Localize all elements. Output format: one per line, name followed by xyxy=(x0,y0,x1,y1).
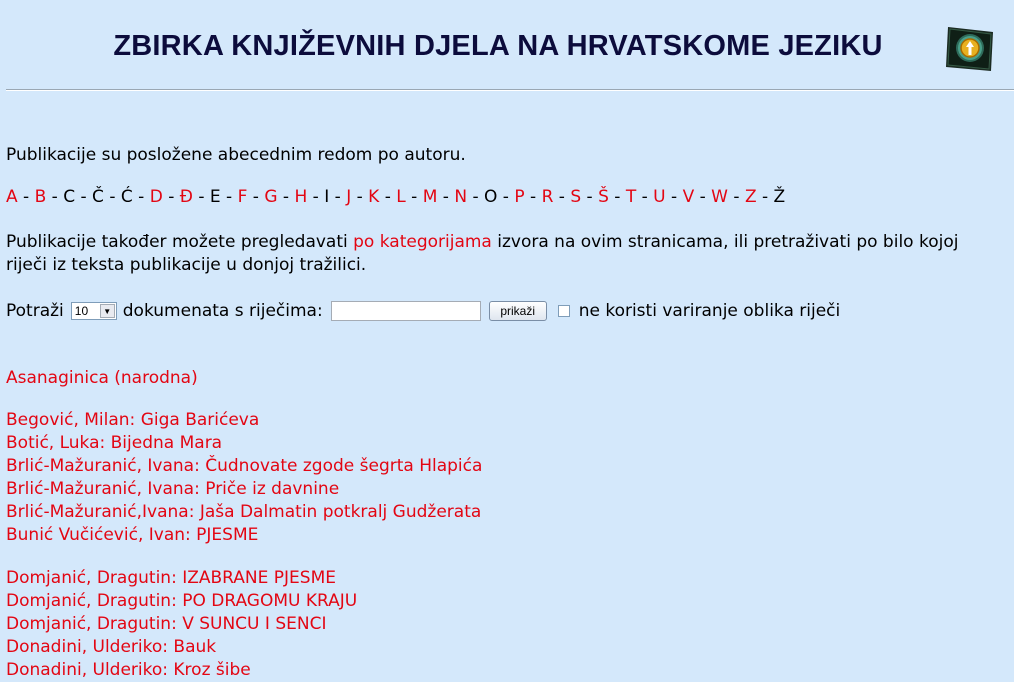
search-label-middle: dokumenata s riječima: xyxy=(122,301,323,321)
alphabet-separator: - xyxy=(524,187,542,207)
result-count-value: 10 xyxy=(74,304,89,318)
alphabet-separator: - xyxy=(247,187,265,207)
categories-text-before: Publikacije također možete pregledavati xyxy=(6,232,354,252)
alphabet-separator: - xyxy=(192,187,210,207)
alphabet-separator: - xyxy=(467,187,484,207)
alphabet-separator: - xyxy=(162,187,180,207)
publication-group-d xyxy=(6,567,357,682)
alphabet-separator: - xyxy=(405,187,423,207)
alphabet-separator: - xyxy=(329,187,347,207)
alphabet-separator: - xyxy=(220,187,238,207)
alphabet-letter-26[interactable]: Z xyxy=(744,187,757,207)
alphabet-letter-6[interactable]: Đ xyxy=(179,187,193,207)
intro-text: Publikacije su posložene abecednim redom po autoru. xyxy=(6,145,466,165)
alphabet-separator: - xyxy=(437,187,455,207)
publication-group-a xyxy=(6,367,198,390)
publication-link[interactable]: Brlić-Mažuranić, Ivana: Čudnovate zgode šegrta Hlapića xyxy=(6,456,483,476)
alphabet-letter-19[interactable]: R xyxy=(541,187,554,207)
alphabet-letter-8[interactable]: F xyxy=(237,187,248,207)
categories-text-line2: riječi iz teksta publikacije u donjoj tražilici. xyxy=(6,255,367,275)
alphabet-separator: - xyxy=(727,187,745,207)
no-variation-label: ne koristi variranje oblika riječi xyxy=(578,301,841,321)
alphabet-letter-23[interactable]: U xyxy=(653,187,666,207)
publication-link[interactable]: Bunić Vučićević, Ivan: PJESME xyxy=(6,525,259,545)
alphabet-letter-0[interactable]: A xyxy=(6,187,18,207)
search-button[interactable]: prikaži xyxy=(489,301,547,321)
alphabet-separator: - xyxy=(608,187,626,207)
alphabet-separator: - xyxy=(497,187,515,207)
alphabet-index xyxy=(6,186,785,209)
alphabet-separator: - xyxy=(581,187,599,207)
publication-link[interactable]: Asanaginica (narodna) xyxy=(6,368,198,388)
alphabet-letter-14[interactable]: L xyxy=(396,187,406,207)
alphabet-separator: - xyxy=(756,187,774,207)
alphabet-letter-12[interactable]: J xyxy=(346,187,352,207)
alphabet-letter-11: I xyxy=(324,187,330,207)
publication-link[interactable]: Donadini, Ulderiko: Bauk xyxy=(6,637,217,657)
page-title: ZBIRKA KNJIŽEVNIH DJELA NA HRVATSKOME JEZIKU xyxy=(113,30,883,62)
publication-link[interactable]: Begović, Milan: Giga Barićeva xyxy=(6,410,260,430)
alphabet-separator: - xyxy=(75,187,93,207)
alphabet-separator: - xyxy=(665,187,683,207)
alphabet-separator: - xyxy=(17,187,35,207)
alphabet-separator: - xyxy=(694,187,712,207)
alphabet-letter-13[interactable]: K xyxy=(368,187,380,207)
alphabet-separator: - xyxy=(636,187,654,207)
alphabet-separator: - xyxy=(379,187,397,207)
publication-link[interactable]: Donadini, Ulderiko: Kroz šibe xyxy=(6,660,251,680)
categories-paragraph xyxy=(6,231,1006,277)
search-label-before: Potraži xyxy=(6,301,64,321)
alphabet-separator: - xyxy=(553,187,571,207)
alphabet-letter-2: C xyxy=(63,187,76,207)
alphabet-separator: - xyxy=(103,187,121,207)
alphabet-letter-16[interactable]: N xyxy=(454,187,468,207)
publication-link[interactable]: Domjanić, Dragutin: PO DRAGOMU KRAJU xyxy=(6,591,358,611)
alphabet-letter-20[interactable]: S xyxy=(570,187,582,207)
alphabet-letter-24[interactable]: V xyxy=(682,187,695,207)
alphabet-letter-18[interactable]: P xyxy=(514,187,525,207)
alphabet-letter-3: Č xyxy=(92,187,104,207)
publication-link[interactable]: Domjanić, Dragutin: V SUNCU I SENCI xyxy=(6,614,327,634)
alphabet-separator: - xyxy=(351,187,369,207)
alphabet-separator: - xyxy=(307,187,325,207)
alphabet-letter-4: Ć xyxy=(120,187,133,207)
alphabet-separator: - xyxy=(132,187,150,207)
alphabet-letter-9[interactable]: G xyxy=(264,187,278,207)
search-input[interactable] xyxy=(331,301,481,321)
search-form xyxy=(6,299,840,323)
alphabet-letter-21[interactable]: Š xyxy=(598,187,609,207)
no-variation-checkbox[interactable] xyxy=(558,305,570,317)
alphabet-letter-7: E xyxy=(209,187,221,207)
result-count-select[interactable] xyxy=(71,302,117,320)
alphabet-letter-27: Ž xyxy=(773,187,786,207)
categories-text-after: izvora na ovim stranicama, ili pretraživati po bilo kojoj xyxy=(491,232,959,252)
dropdown-arrow-icon[interactable]: ▼ xyxy=(100,304,115,318)
categories-link[interactable]: po kategorijama xyxy=(353,232,492,252)
publication-link[interactable]: Brlić-Mažuranić, Ivana: Priče iz davnine xyxy=(6,479,340,499)
alphabet-letter-15[interactable]: M xyxy=(422,187,438,207)
publication-link[interactable]: Botić, Luka: Bijedna Mara xyxy=(6,433,223,453)
alphabet-letter-1[interactable]: B xyxy=(34,187,47,207)
alphabet-separator: - xyxy=(46,187,64,207)
page-header xyxy=(0,0,1014,90)
alphabet-letter-22[interactable]: T xyxy=(625,187,637,207)
publication-link[interactable]: Brlić-Mažuranić,Ivana: Jaša Dalmatin potkralj Gudžerata xyxy=(6,502,482,522)
alphabet-letter-10[interactable]: H xyxy=(294,187,308,207)
alphabet-separator: - xyxy=(277,187,295,207)
header-divider xyxy=(6,89,1014,91)
alphabet-letter-25[interactable]: W xyxy=(711,187,728,207)
site-logo-icon[interactable] xyxy=(944,24,996,74)
publication-group-b xyxy=(6,409,482,547)
alphabet-letter-5[interactable]: D xyxy=(149,187,163,207)
alphabet-letter-17: O xyxy=(484,187,498,207)
publication-link[interactable]: Domjanić, Dragutin: IZABRANE PJESME xyxy=(6,568,336,588)
